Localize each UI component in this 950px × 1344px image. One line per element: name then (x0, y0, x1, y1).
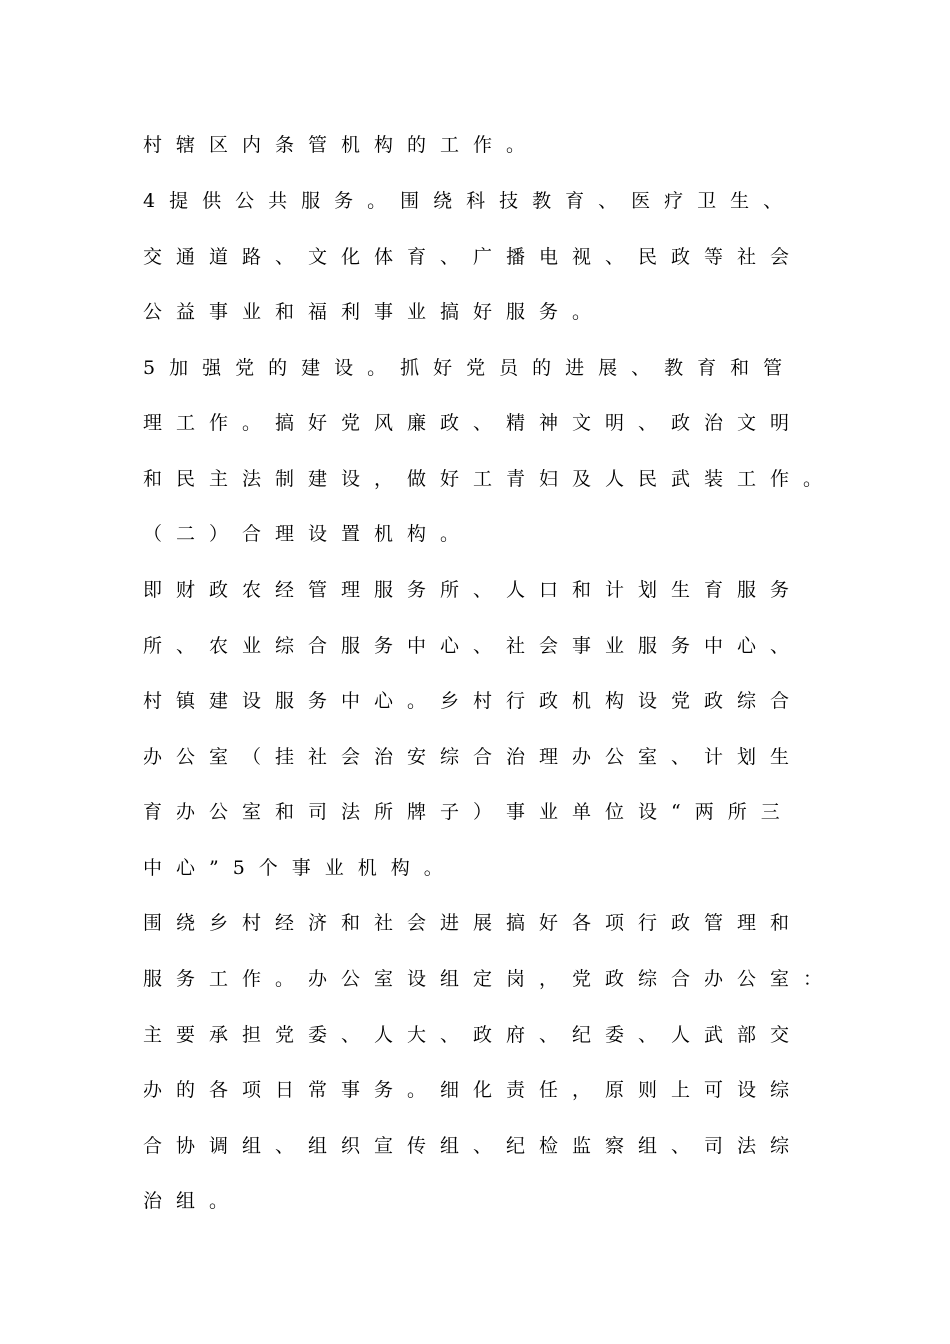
text-line: 和民主法制建设，做好工青妇及人民武装工作。 (143, 468, 837, 490)
text-line: 合协调组、组织宣传组、纪检监察组、司法综 (143, 1135, 804, 1157)
text-line: 中心”5个事业机构。 (143, 857, 457, 879)
text-line: （二）合理设置机构。 (143, 523, 474, 545)
text-line: 理工作。搞好党风廉政、精神文明、政治文明 (143, 412, 804, 434)
text-line: 服务工作。办公室设组定岗，党政综合办公室： (143, 968, 837, 990)
text-line: 育办公室和司法所牌子）事业单位设“两所三 (143, 801, 794, 823)
text-line: 围绕乡村经济和社会进展搞好各项行政管理和 (143, 912, 804, 934)
text-line: 主要承担党委、人大、政府、纪委、人武部交 (143, 1024, 804, 1046)
text-line: 治组。 (143, 1190, 243, 1212)
text-line: 公益事业和福利事业搞好服务。 (143, 301, 606, 323)
text-line: 4提供公共服务。围绕科技教育、医疗卫生、 (143, 190, 797, 212)
text-line: 所、农业综合服务中心、社会事业服务中心、 (143, 635, 804, 657)
text-line: 交通道路、文化体育、广播电视、民政等社会 (143, 246, 804, 268)
text-line: 5加强党的建设。抓好党员的进展、教育和管 (143, 357, 797, 379)
text-line: 办公室（挂社会治安综合治理办公室、计划生 (143, 746, 804, 768)
text-line: 办的各项日常事务。细化责任，原则上可设综 (143, 1079, 804, 1101)
text-line: 村辖区内条管机构的工作。 (143, 134, 540, 156)
text-line: 村镇建设服务中心。乡村行政机构设党政综合 (143, 690, 804, 712)
text-line: 即财政农经管理服务所、人口和计划生育服务 (143, 579, 804, 601)
